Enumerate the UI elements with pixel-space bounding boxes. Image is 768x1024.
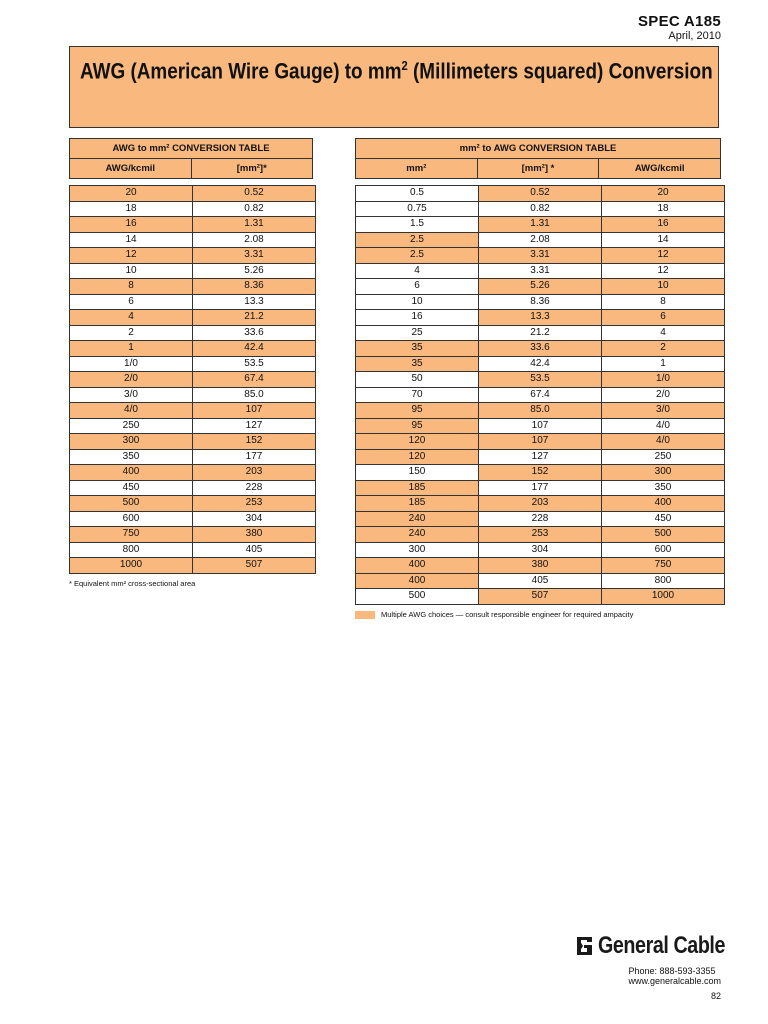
mm2-cell: 13.3: [193, 294, 316, 310]
awg-cell: 800: [602, 573, 725, 589]
mm2-cell: 16: [356, 310, 479, 326]
column-header-awg: AWG/kcmil: [70, 159, 192, 179]
awg-cell: 500: [602, 527, 725, 543]
title-superscript: 2: [401, 58, 408, 73]
table-row: [356, 449, 725, 465]
mm2-cell: 6: [356, 279, 479, 295]
mm2-equiv-cell: 2.08: [479, 232, 602, 248]
mm2-cell: 5.26: [193, 263, 316, 279]
mm2-cell: 0.75: [356, 201, 479, 217]
mm2-cell: 33.6: [193, 325, 316, 341]
awg-cell: 1/0: [602, 372, 725, 388]
mm2-equiv-cell: 203: [479, 496, 602, 512]
awg-cell: 12: [602, 248, 725, 264]
mm2-cell: 203: [193, 465, 316, 481]
spec-header: [638, 13, 721, 42]
awg-to-mm2-caption: AWG to mm² CONVERSION TABLE: [70, 139, 313, 159]
awg-cell: 2/0: [602, 387, 725, 403]
mm2-cell: 4: [356, 263, 479, 279]
spec-date: April, 2010: [668, 30, 721, 42]
awg-cell: 18: [602, 201, 725, 217]
awg-cell: 350: [70, 449, 193, 465]
table-row: [70, 403, 316, 419]
mm2-equiv-cell: 8.36: [479, 294, 602, 310]
mm2-equiv-cell: 152: [479, 465, 602, 481]
table-row: [356, 248, 725, 264]
mm2-cell: 2.5: [356, 232, 479, 248]
title-part-2: (Millimeters squared) Conversion: [407, 58, 713, 84]
table-row: [356, 573, 725, 589]
awg-cell: 12: [602, 263, 725, 279]
mm2-cell: 400: [356, 558, 479, 574]
mm2-cell: 67.4: [193, 372, 316, 388]
table-row: [70, 217, 316, 233]
table-row: [70, 511, 316, 527]
awg-cell: 8: [70, 279, 193, 295]
mm2-cell: 1.5: [356, 217, 479, 233]
mm2-equiv-cell: 33.6: [479, 341, 602, 357]
mm2-cell: 85.0: [193, 387, 316, 403]
mm2-cell: 50: [356, 372, 479, 388]
phone-number: Phone: 888-593-3355: [628, 966, 716, 976]
awg-cell: 300: [70, 434, 193, 450]
mm2-cell: 228: [193, 480, 316, 496]
awg-to-mm2-table: [69, 185, 316, 574]
table-row: [70, 558, 316, 574]
mm2-cell: 300: [356, 542, 479, 558]
table-row: [70, 480, 316, 496]
table-row: [70, 232, 316, 248]
mm2-equiv-cell: 0.52: [479, 186, 602, 202]
mm2-cell: 120: [356, 434, 479, 450]
table-row: [70, 201, 316, 217]
awg-cell: 10: [602, 279, 725, 295]
awg-cell: 450: [602, 511, 725, 527]
table-row: [356, 279, 725, 295]
awg-cell: 16: [602, 217, 725, 233]
awg-cell: 250: [602, 449, 725, 465]
mm2-cell: 8.36: [193, 279, 316, 295]
table-row: [70, 434, 316, 450]
mm2-equiv-cell: 253: [479, 527, 602, 543]
mm2-equiv-cell: 304: [479, 542, 602, 558]
table-row: [70, 279, 316, 295]
mm2-equiv-cell: 13.3: [479, 310, 602, 326]
table-row: [70, 527, 316, 543]
table-row: [70, 310, 316, 326]
awg-cell: 18: [70, 201, 193, 217]
page-title: [80, 58, 713, 84]
awg-cell: 750: [602, 558, 725, 574]
brand-name: General Cable: [598, 932, 726, 959]
awg-cell: 4: [602, 325, 725, 341]
table-row: [356, 480, 725, 496]
mm2-cell: 304: [193, 511, 316, 527]
table-row: [356, 387, 725, 403]
mm2-equiv-cell: 42.4: [479, 356, 602, 372]
website-link[interactable]: www.generalcable.com: [628, 976, 721, 986]
mm2-equiv-cell: 405: [479, 573, 602, 589]
awg-cell: 3/0: [602, 403, 725, 419]
table-row: [70, 542, 316, 558]
mm2-cell: 0.5: [356, 186, 479, 202]
table-row: [70, 325, 316, 341]
table-row: [70, 356, 316, 372]
table-row: [70, 294, 316, 310]
awg-cell: 500: [70, 496, 193, 512]
mm2-equiv-cell: 177: [479, 480, 602, 496]
mm2-cell: 507: [193, 558, 316, 574]
table-row: [70, 341, 316, 357]
awg-cell: 4: [70, 310, 193, 326]
table-row: [70, 372, 316, 388]
legend: [355, 610, 633, 619]
table-row: [356, 542, 725, 558]
table-row: [70, 465, 316, 481]
awg-cell: 4/0: [602, 434, 725, 450]
general-cable-logo: [575, 932, 753, 960]
table-row: [356, 589, 725, 605]
table-row: [356, 403, 725, 419]
table-row: [356, 186, 725, 202]
awg-cell: 1/0: [70, 356, 193, 372]
awg-to-mm2-table-header: [69, 138, 313, 179]
mm2-cell: 0.52: [193, 186, 316, 202]
awg-cell: 1000: [602, 589, 725, 605]
mm2-cell: 2.08: [193, 232, 316, 248]
table-row: [70, 387, 316, 403]
mm2-cell: 185: [356, 496, 479, 512]
mm2-equiv-cell: 3.31: [479, 248, 602, 264]
mm2-cell: 53.5: [193, 356, 316, 372]
mm2-cell: 95: [356, 418, 479, 434]
spec-number: SPEC A185: [637, 13, 721, 30]
mm2-equiv-cell: 1.31: [479, 217, 602, 233]
legend-text: Multiple AWG choices — consult responsible engineer for required ampacity: [381, 610, 634, 619]
awg-cell: 600: [70, 511, 193, 527]
awg-cell: 750: [70, 527, 193, 543]
awg-cell: 8: [602, 294, 725, 310]
table-row: [356, 527, 725, 543]
mm2-equiv-cell: 21.2: [479, 325, 602, 341]
table-row: [356, 263, 725, 279]
awg-cell: 600: [602, 542, 725, 558]
awg-cell: 350: [602, 480, 725, 496]
mm2-cell: 405: [193, 542, 316, 558]
mm2-cell: 21.2: [193, 310, 316, 326]
awg-cell: 250: [70, 418, 193, 434]
awg-cell: 300: [602, 465, 725, 481]
mm2-cell: 380: [193, 527, 316, 543]
table-row: [356, 341, 725, 357]
mm2-cell: 150: [356, 465, 479, 481]
table-row: [70, 496, 316, 512]
table-row: [356, 465, 725, 481]
mm2-cell: 240: [356, 527, 479, 543]
awg-cell: 6: [602, 310, 725, 326]
general-cable-logo-icon: [575, 934, 595, 958]
table-row: [356, 372, 725, 388]
table-row: [356, 217, 725, 233]
mm2-cell: 2.5: [356, 248, 479, 264]
awg-cell: 2: [70, 325, 193, 341]
awg-cell: 2: [602, 341, 725, 357]
mm2-to-awg-table-header: [355, 138, 721, 179]
mm2-cell: 500: [356, 589, 479, 605]
mm2-cell: 120: [356, 449, 479, 465]
mm2-equiv-cell: 5.26: [479, 279, 602, 295]
awg-cell: 400: [602, 496, 725, 512]
awg-cell: 14: [70, 232, 193, 248]
mm2-equiv-cell: 507: [479, 589, 602, 605]
awg-cell: 1: [602, 356, 725, 372]
table-row: [356, 201, 725, 217]
awg-cell: 3/0: [70, 387, 193, 403]
mm2-cell: 35: [356, 341, 479, 357]
title-part-1: AWG (American Wire Gauge) to mm: [80, 58, 402, 84]
awg-cell: 20: [602, 186, 725, 202]
mm2-equiv-cell: 107: [479, 418, 602, 434]
awg-cell: 10: [70, 263, 193, 279]
column-header-awg: AWG/kcmil: [599, 159, 721, 179]
awg-cell: 20: [70, 186, 193, 202]
column-header-mm2: [mm²]*: [191, 159, 313, 179]
mm2-equiv-cell: 0.82: [479, 201, 602, 217]
mm2-equiv-cell: 228: [479, 511, 602, 527]
awg-cell: 400: [70, 465, 193, 481]
mm2-equiv-cell: 67.4: [479, 387, 602, 403]
mm2-cell: 185: [356, 480, 479, 496]
table-row: [70, 248, 316, 264]
table-row: [70, 418, 316, 434]
mm2-cell: 127: [193, 418, 316, 434]
column-header-mm2: mm²: [356, 159, 478, 179]
mm2-cell: 107: [193, 403, 316, 419]
mm2-cell: 95: [356, 403, 479, 419]
mm2-to-awg-table: [355, 185, 725, 605]
awg-cell: 4/0: [602, 418, 725, 434]
mm2-to-awg-caption: mm² to AWG CONVERSION TABLE: [356, 139, 721, 159]
table-row: [356, 325, 725, 341]
mm2-equiv-cell: 85.0: [479, 403, 602, 419]
title-banner: [69, 46, 719, 128]
awg-cell: 14: [602, 232, 725, 248]
mm2-cell: 177: [193, 449, 316, 465]
mm2-equiv-cell: 53.5: [479, 372, 602, 388]
mm2-cell: 1.31: [193, 217, 316, 233]
mm2-cell: 25: [356, 325, 479, 341]
footnote-equivalent-area: * Equivalent mm² cross-sectional area: [69, 579, 196, 588]
awg-cell: 800: [70, 542, 193, 558]
mm2-cell: 400: [356, 573, 479, 589]
legend-swatch: [355, 611, 375, 619]
awg-cell: 450: [70, 480, 193, 496]
mm2-equiv-cell: 380: [479, 558, 602, 574]
table-row: [70, 186, 316, 202]
table-row: [70, 263, 316, 279]
mm2-cell: 0.82: [193, 201, 316, 217]
mm2-cell: 35: [356, 356, 479, 372]
column-header-mm2-equiv: [mm²] *: [477, 159, 599, 179]
mm2-equiv-cell: 107: [479, 434, 602, 450]
table-row: [356, 310, 725, 326]
table-row: [356, 434, 725, 450]
awg-cell: 4/0: [70, 403, 193, 419]
awg-cell: 12: [70, 248, 193, 264]
table-row: [356, 294, 725, 310]
table-row: [356, 558, 725, 574]
awg-cell: 1: [70, 341, 193, 357]
mm2-cell: 70: [356, 387, 479, 403]
table-row: [70, 449, 316, 465]
table-row: [356, 511, 725, 527]
table-row: [356, 232, 725, 248]
page-number: 82: [710, 991, 721, 1001]
mm2-cell: 240: [356, 511, 479, 527]
mm2-cell: 152: [193, 434, 316, 450]
contact-info: [628, 966, 721, 986]
mm2-cell: 42.4: [193, 341, 316, 357]
awg-cell: 16: [70, 217, 193, 233]
mm2-equiv-cell: 127: [479, 449, 602, 465]
awg-cell: 1000: [70, 558, 193, 574]
table-row: [356, 356, 725, 372]
awg-cell: 6: [70, 294, 193, 310]
table-row: [356, 496, 725, 512]
mm2-cell: 253: [193, 496, 316, 512]
mm2-cell: 10: [356, 294, 479, 310]
table-row: [356, 418, 725, 434]
awg-cell: 2/0: [70, 372, 193, 388]
mm2-equiv-cell: 3.31: [479, 263, 602, 279]
mm2-cell: 3.31: [193, 248, 316, 264]
